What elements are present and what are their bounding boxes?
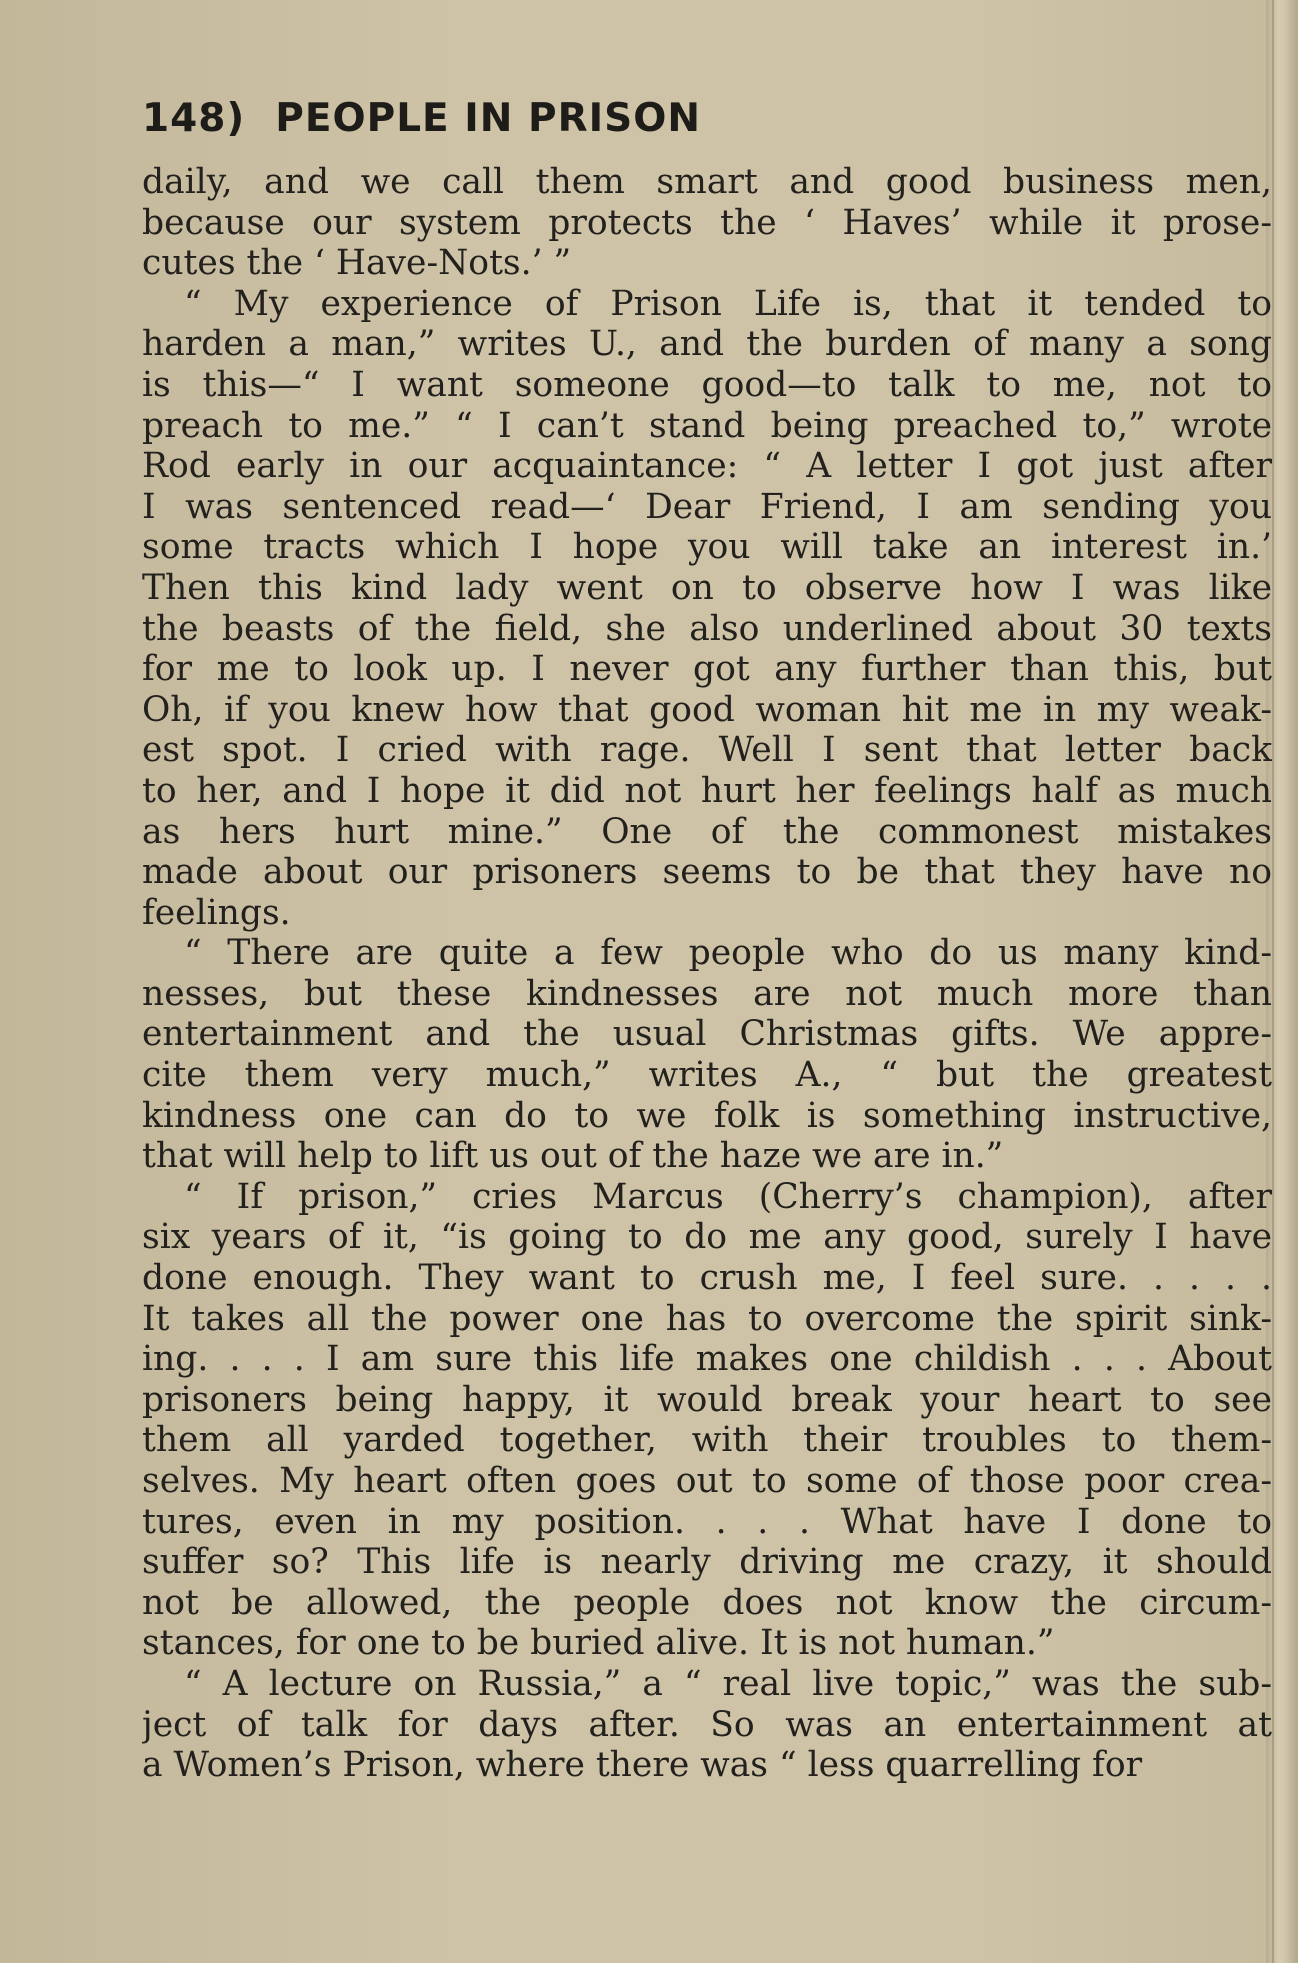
text-line: to her, and I hope it did not hurt her feelings half as much xyxy=(142,770,1272,811)
text-line: “ My experience of Prison Life is, that it tended to xyxy=(184,283,1272,324)
text-line: est spot. I cried with rage. Well I sent that letter back xyxy=(142,730,1272,771)
text-line: as hers hurt mine.” One of the commonest mistakes xyxy=(142,811,1272,852)
text-line: It takes all the power one has to overcome the spirit sink- xyxy=(142,1298,1272,1339)
text-line: daily, and we call them smart and good business men, xyxy=(142,162,1272,202)
text-line: the beasts of the field, she also underlined about 30 texts xyxy=(142,608,1272,649)
text-line: nesses, but these kindnesses are not much more than xyxy=(142,973,1272,1014)
text-line: Oh, if you knew how that good woman hit me in my weak- xyxy=(142,689,1272,730)
text-line: kindness one can do to we folk is something instructive, xyxy=(142,1095,1272,1136)
text-line: for me to look up. I never got any further than this, but xyxy=(142,649,1272,690)
text-line: ing. . . . I am sure this life makes one childish . . . About xyxy=(142,1339,1272,1380)
text-line: harden a man,” writes U., and the burden of many a song xyxy=(142,324,1272,365)
text-line: suffer so? This life is nearly driving me crazy, it should xyxy=(142,1542,1272,1583)
text-line: tures, even in my position. . . . What have I done to xyxy=(142,1501,1272,1542)
text-line: feelings. xyxy=(142,892,291,933)
text-line: them all yarded together, with their troubles to them- xyxy=(142,1420,1272,1461)
text-line: a Women’s Prison, where there was “ less quarrelling for xyxy=(142,1745,1143,1786)
text-line: ject of talk for days after. So was an entertainment at xyxy=(142,1704,1272,1745)
text-line: “ A lecture on Russia,” a “ real live topic,” was the sub- xyxy=(184,1663,1272,1704)
text-line: entertainment and the usual Christmas gifts. We appre- xyxy=(142,1014,1272,1055)
text-line: because our system protects the ‘ Haves’ while it prose- xyxy=(142,202,1272,243)
text-line: cite them very much,” writes A., “ but the greatest xyxy=(142,1055,1272,1096)
text-line: “ There are quite a few people who do us many kind- xyxy=(184,933,1272,974)
text-line: is this—“ I want someone good—to talk to me, not to xyxy=(142,364,1272,405)
page-number: 148) xyxy=(142,96,246,141)
text-line: stances, for one to be buried alive. It is not human.” xyxy=(142,1623,1055,1664)
text-line: made about our prisoners seems to be that they have no xyxy=(142,852,1272,893)
text-line: some tracts which I hope you will take an interest in.’ xyxy=(142,527,1272,568)
text-line: not be allowed, the people does not know the circum- xyxy=(142,1582,1272,1623)
text-line: that will help to lift us out of the haze we are in.” xyxy=(142,1136,1004,1177)
text-line: selves. My heart often goes out to some of those poor crea- xyxy=(142,1461,1272,1501)
gutter-edge xyxy=(1272,0,1274,1963)
text-line: prisoners being happy, it would break your heart to see xyxy=(142,1379,1272,1420)
book-title: PEOPLE IN PRISON xyxy=(275,96,702,141)
text-line: “ If prison,” cries Marcus (Cherry’s champion), after xyxy=(184,1176,1272,1217)
text-line: I was sentenced read—‘ Dear Friend, I am sending you xyxy=(142,486,1272,527)
text-line: preach to me.” “ I can’t stand being preached to,” wrote xyxy=(142,405,1272,446)
text-line: Then this kind lady went on to observe how I was like xyxy=(142,567,1272,608)
body-text xyxy=(142,162,1272,1786)
text-line: done enough. They want to crush me, I feel sure. . . . . xyxy=(142,1258,1272,1299)
text-line: cutes the ‘ Have-Nots.’ ” xyxy=(142,243,572,284)
text-line: Rod early in our acquaintance: “ A letter I got just after xyxy=(142,446,1272,487)
text-line: six years of it, “is going to do me any good, surely I have xyxy=(142,1217,1272,1258)
running-head xyxy=(142,96,701,141)
